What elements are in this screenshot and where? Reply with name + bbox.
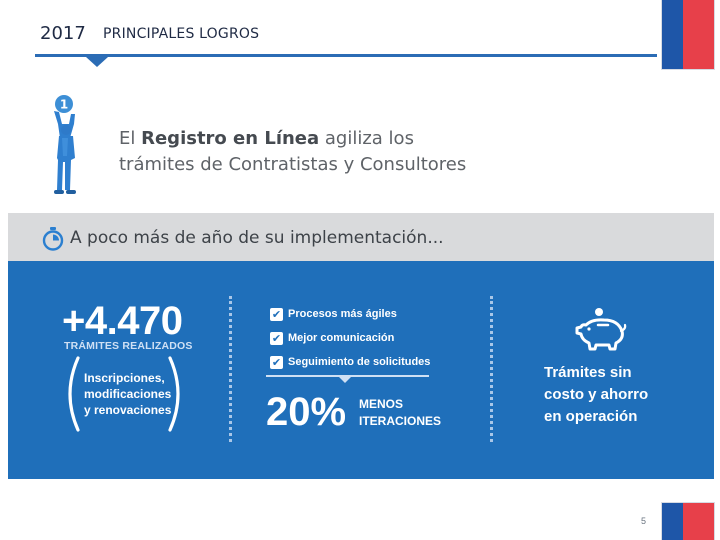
hero-line-1: El Registro en Línea agiliza los [119, 128, 414, 149]
flag-blue-stripe [662, 503, 683, 540]
checkbox-icon: ✔ [271, 307, 282, 321]
stopwatch-icon [42, 227, 64, 251]
procedure-type: modificaciones [84, 387, 172, 401]
person-holding-number-icon [48, 94, 88, 198]
benefit-item: ✔ Seguimiento de solicitudes [271, 355, 431, 369]
procedures-count: +4.470 [62, 299, 183, 343]
page-title: PRINCIPALES LOGROS [103, 26, 260, 42]
benefits-list [270, 302, 430, 374]
flag-blue-stripe [662, 0, 683, 69]
savings-text: Trámites sin costo y ahorro en operación [544, 364, 649, 425]
right-paren-icon [166, 356, 188, 432]
benefit-item: ✔ Mejor comunicación [271, 331, 395, 345]
hero-line-2: trámites de Contratistas y Consultores [119, 154, 467, 175]
header-arrow-icon [86, 57, 108, 67]
checkbox-icon: ✔ [271, 331, 282, 345]
dotted-divider [229, 296, 232, 442]
hero-headline [119, 126, 466, 178]
year-label: 2017 [40, 23, 86, 44]
flag-red-stripe [683, 0, 714, 69]
separator-arrow-icon [339, 377, 351, 383]
checkbox-icon: ✔ [271, 355, 282, 369]
procedure-types [84, 370, 171, 418]
iterations-caption: MENOS ITERACIONES [359, 397, 442, 428]
flag-red-stripe [683, 503, 714, 540]
flag-logo-bottom [662, 503, 714, 540]
piggy-bank-icon [574, 307, 628, 353]
dotted-divider [490, 296, 493, 442]
procedures-caption: TRÁMITES REALIZADOS [64, 340, 193, 352]
iterations-percent: 20% [266, 390, 347, 434]
page-number: 5 [641, 516, 647, 526]
badge-number: 1 [59, 97, 69, 112]
benefit-item: ✔ Procesos más ágiles [271, 307, 397, 321]
flag-logo-top [662, 0, 714, 69]
procedure-type: Inscripciones, [84, 371, 165, 385]
timeline-text: A poco más de año de su implementación... [70, 228, 444, 248]
header-divider [35, 54, 657, 57]
hero-highlight: Registro en Línea [141, 128, 320, 149]
procedure-type: y renovaciones [84, 403, 172, 417]
left-paren-icon [60, 356, 82, 432]
